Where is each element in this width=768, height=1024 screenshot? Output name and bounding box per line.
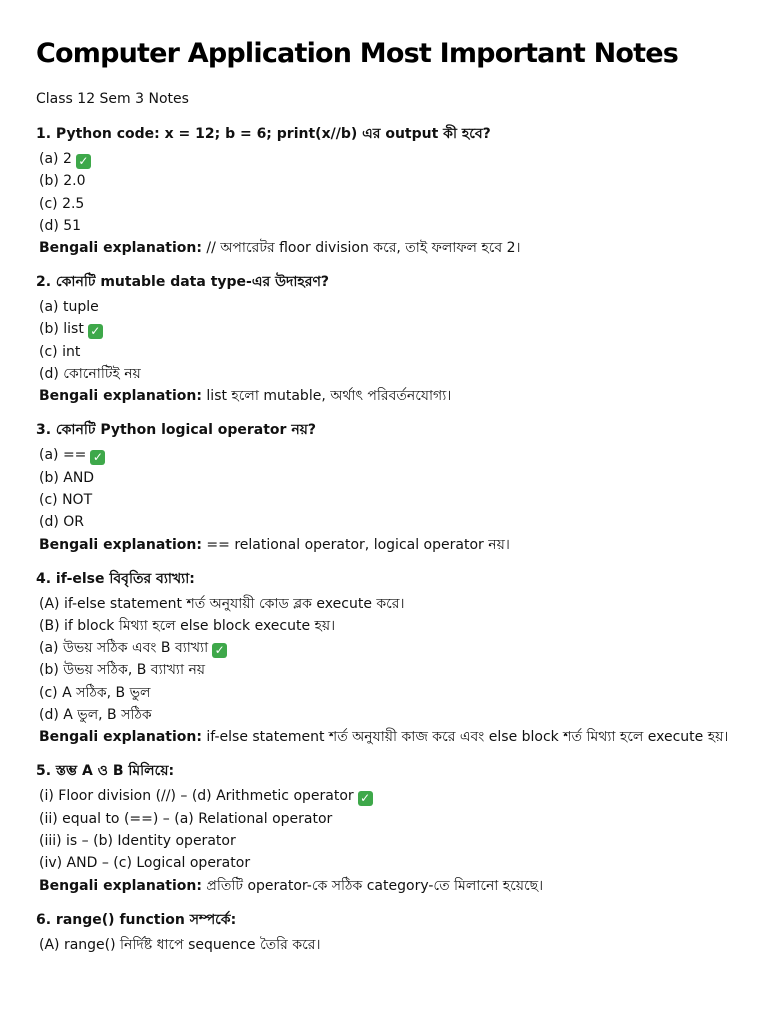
- question-3: [36, 421, 738, 555]
- explanation-text: list হলো mutable, অর্থাৎ পরিবর্তনযোগ্য।: [206, 388, 452, 405]
- question-title: 2. কোনটি mutable data type-এর উদাহরণ?: [36, 274, 330, 291]
- option-line: (c) A সঠিক, B ভুল: [39, 684, 151, 701]
- question-title: 5. স্তম্ভ A ও B মিলিয়ে:: [36, 763, 175, 780]
- question-4: [36, 570, 738, 749]
- option-line: (b) AND: [39, 469, 95, 486]
- option-line: (d) কোনোটিই নয়: [39, 366, 141, 383]
- page-title: Computer Application Most Important Notes: [36, 38, 679, 69]
- explanation-text: if-else statement শর্ত অনুযায়ী কাজ করে এবং else block শর্ত মিথ্যা হলে execute হয়।: [206, 729, 729, 746]
- option-line: (a) == ✓: [36, 444, 738, 466]
- check-mark-icon: ✓: [358, 791, 373, 806]
- explanation-label: Bengali explanation:: [39, 240, 202, 257]
- option-line: (d) OR: [39, 514, 85, 531]
- check-mark-icon: ✓: [88, 324, 103, 339]
- option-line: (b) 2.0: [39, 173, 86, 190]
- option-line: (b) list ✓: [36, 318, 738, 340]
- statement-line: (A) range() নির্দিষ্ট ধাপে sequence তৈরি করে।: [39, 936, 321, 953]
- explanation-text: প্রতিটি operator-কে সঠিক category-তে মিলানো হয়েছে।: [206, 877, 544, 894]
- explanation-label: Bengali explanation:: [39, 729, 202, 746]
- explanation-label: Bengali explanation:: [39, 877, 202, 894]
- question-title: 6. range() function সম্পর্কে:: [36, 911, 237, 928]
- option-line: (c) 2.5: [39, 195, 85, 212]
- match-line: (i) Floor division (//) – (d) Arithmetic operator ✓: [36, 785, 738, 807]
- statement-line: (A) if-else statement শর্ত অনুযায়ী কোড ব্লক execute করে।: [39, 595, 405, 612]
- explanation: [36, 238, 738, 259]
- check-mark-icon: ✓: [90, 450, 105, 465]
- statement-line: (B) if block মিথ্যা হলে else block execute হয়।: [39, 617, 336, 634]
- explanation: [36, 386, 738, 407]
- option-line: (a) উভয় সঠিক এবং B ব্যাখ্যা ✓: [36, 637, 738, 659]
- option-line: (c) int: [39, 343, 81, 360]
- option-line: (c) NOT: [39, 491, 93, 508]
- match-line: (ii) equal to (==) – (a) Relational operator: [39, 810, 333, 827]
- question-5: [36, 762, 738, 896]
- question-title: 1. Python code: x = 12; b = 6; print(x//b) এর output কী হবে?: [36, 126, 491, 142]
- explanation-label: Bengali explanation:: [39, 536, 202, 553]
- page-subtitle: Class 12 Sem 3 Notes: [36, 91, 189, 107]
- match-line: (iii) is – (b) Identity operator: [39, 832, 236, 849]
- explanation-label: Bengali explanation:: [39, 388, 202, 405]
- option-line: (d) 51: [39, 217, 82, 234]
- explanation: [36, 876, 738, 897]
- question-title: 3. কোনটি Python logical operator নয়?: [36, 422, 317, 439]
- option-line: (a) tuple: [39, 299, 99, 316]
- check-mark-icon: ✓: [76, 154, 91, 169]
- question-1: [36, 125, 738, 259]
- explanation: [36, 535, 738, 556]
- question-6: [36, 911, 738, 956]
- option-line: (b) উভয় সঠিক, B ব্যাখ্যা নয়: [39, 662, 206, 679]
- explanation-text: == relational operator, logical operator নয়।: [206, 536, 510, 553]
- explanation: [36, 727, 738, 748]
- question-2: [36, 273, 738, 407]
- question-title: 4. if-else বিবৃতির ব্যাখ্যা:: [36, 570, 195, 587]
- match-line: (iv) AND – (c) Logical operator: [39, 855, 251, 872]
- check-mark-icon: ✓: [212, 643, 227, 658]
- option-line: (d) A ভুল, B সঠিক: [39, 707, 152, 724]
- option-line: (a) 2 ✓: [36, 148, 738, 170]
- explanation-text: // অপারেটর floor division করে, তাই ফলাফল হবে 2।: [206, 240, 521, 257]
